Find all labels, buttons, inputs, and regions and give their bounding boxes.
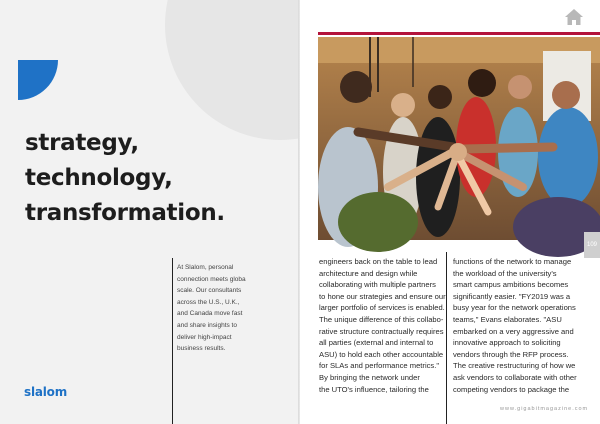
sidebar-line: business results. <box>177 345 226 353</box>
body-line: innovative approach to soliciting <box>453 338 561 348</box>
body-column-2 <box>453 256 583 395</box>
sidebar-rule <box>172 258 173 424</box>
body-line: The unique difference of this collabo- <box>319 314 444 324</box>
body-line: larger portfolio of services is enabled. <box>319 303 445 313</box>
body-line: functions of the network to manage <box>453 257 572 266</box>
slalom-logo: slalom <box>24 385 68 399</box>
body-line: rative structure contractually requires <box>319 326 444 336</box>
sidebar-line: and Canada move fast <box>177 310 243 318</box>
body-line: By bringing the network under <box>319 372 420 382</box>
sidebar-line: and share insights to <box>177 321 237 329</box>
body-line: the UTO's influence, tailoring the <box>319 384 429 394</box>
sidebar-line: connection meets globa <box>177 275 246 283</box>
brand-quarter-circle <box>18 60 58 100</box>
sidebar-blurb <box>177 262 259 355</box>
body-line: competing vendors to package the <box>453 384 570 394</box>
body-line: engineers back on the table to lead <box>319 257 438 266</box>
body-line: significantly easier. "FY2019 was a <box>453 291 571 301</box>
body-line: ASU) to hold each other accountable <box>319 349 444 359</box>
headline <box>25 126 225 231</box>
body-line: busy year for the network operations <box>453 303 576 313</box>
photo-accent-rule <box>318 32 600 35</box>
page-number-tab: 109 <box>584 232 600 258</box>
body-line: vendors through the RFP process. <box>453 349 569 359</box>
right-page <box>300 0 600 424</box>
group-hands-photo <box>318 37 600 248</box>
sidebar-line: scale. Our consultants <box>177 287 242 295</box>
column-rule <box>446 252 447 424</box>
sidebar-line: At Slalom, personal <box>177 264 234 271</box>
body-line: smart campus ambitions becomes <box>453 280 569 290</box>
magazine-url[interactable]: www.gigabitmagazine.com <box>500 406 589 412</box>
home-icon[interactable] <box>564 8 584 26</box>
sidebar-line: across the U.S., U.K., <box>177 298 240 306</box>
headline-line-2: technology, <box>25 165 173 191</box>
body-line: ask vendors to collaborate with other <box>453 372 577 382</box>
body-column-1 <box>319 256 449 395</box>
body-line: the workload of the university's <box>453 268 557 278</box>
body-line: teams," Evans elaborates. "ASU <box>453 314 562 324</box>
sidebar-line: deliver high-impact <box>177 333 232 341</box>
body-line: architecture and design while <box>319 268 418 278</box>
body-line: The creative restructuring of how we <box>453 361 576 371</box>
body-line: collaborating with multiple partners <box>319 280 436 290</box>
headline-line-3: transformation. <box>25 200 225 226</box>
headline-line-1: strategy, <box>25 130 139 156</box>
body-line: to hone our strategies and ensure our <box>319 291 446 301</box>
body-line: all parties (external and internal to <box>319 338 434 348</box>
body-line: embarked on a very aggressive and <box>453 326 574 336</box>
body-line: for SLAs and performance metrics." <box>319 361 440 371</box>
